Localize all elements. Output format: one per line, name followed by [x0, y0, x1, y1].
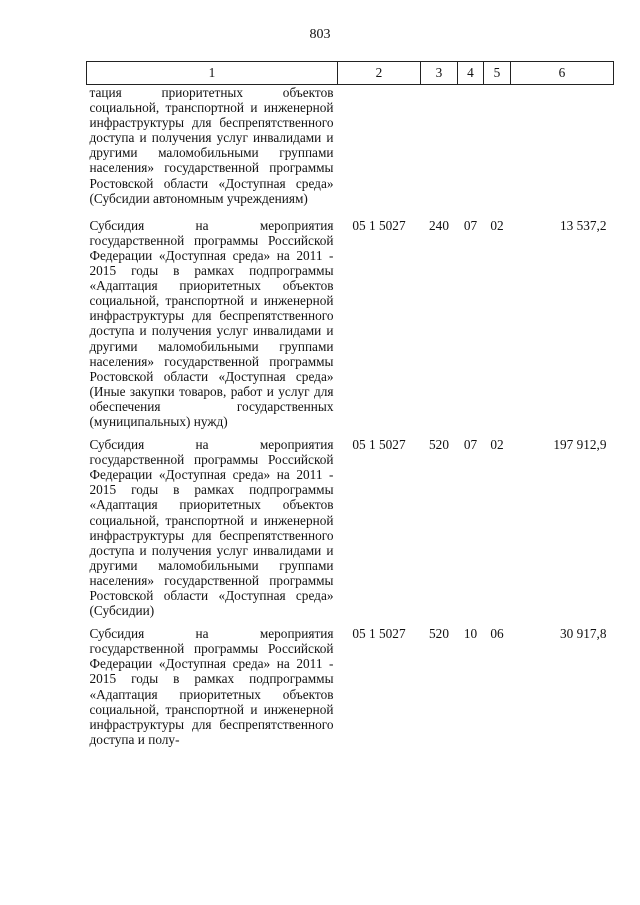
row-csr: 05 1 5027 [352, 626, 406, 642]
header-row [87, 62, 614, 85]
row-name: тация приоритетных объектов социальной, транспортной и инженерной инфраструктуры для беспрепятственного доступа и получения услуг инвалидами и другими маломобильными группами населения» государственной программы Ростовской области «Доступная среда» (Субсидии автономным учреждениям) [89, 85, 334, 206]
header-col-1: 1 [87, 62, 338, 85]
table-row-continuation [87, 85, 614, 218]
row-csr: 05 1 5027 [352, 217, 406, 233]
row-pr: 02 [490, 437, 504, 453]
row-sum [511, 85, 614, 218]
header-col-2: 2 [338, 62, 421, 85]
row-pr [484, 85, 511, 218]
row-sum: 30 917,8 [559, 626, 607, 642]
row-csr [338, 85, 421, 218]
row-csr: 05 1 5027 [352, 437, 406, 453]
row-vr: 520 [429, 626, 449, 642]
header-col-3: 3 [421, 62, 458, 85]
header-col-6: 6 [511, 62, 614, 85]
row-pr: 06 [490, 626, 504, 642]
row-vr: 240 [429, 217, 449, 233]
page-number: 803 [309, 27, 331, 42]
row-pr: 02 [490, 217, 504, 233]
row-name: Субсидия на мероприятия государственной программы Российской Федерации «Доступная среда» на 2011 - 2015 годы в рамках подпрограммы «Адаптация приоритетных объектов социальной, транспортной и инженерной инфраструктуры для беспрепятственного доступа и получения услуг инвалидами и другими маломобильными группами населения» государственной программы Ростовской области «Доступная среда» (Субсидии) [89, 437, 334, 619]
header-col-4: 4 [458, 62, 484, 85]
row-sum: 13 537,2 [559, 217, 607, 233]
row-rz [458, 85, 484, 218]
row-vr: 520 [429, 437, 449, 453]
budget-table [86, 61, 614, 755]
table-row [87, 626, 614, 755]
table-row [87, 218, 614, 437]
table-row [87, 437, 614, 626]
header-col-5: 5 [484, 62, 511, 85]
table-body [87, 85, 614, 755]
row-rz: 07 [463, 437, 478, 453]
row-name: Субсидия на мероприятия государственной программы Российской Федерации «Доступная среда» на 2011 - 2015 годы в рамках подпрограммы «Адаптация приоритетных объектов социальной, транспортной и инженерной инфраструктуры для беспрепятственного доступа и полу- [89, 626, 334, 747]
row-name: Субсидия на мероприятия государственной программы Российской Федерации «Доступная среда» на 2011 - 2015 годы в рамках подпрограммы «Адаптация приоритетных объектов социальной, транспортной и инженерной инфраструктуры для беспрепятственного доступа и получения услуг инвалидами и другими маломобильными группами населения» государственной программы Ростовской области «Доступная среда» (Иные закупки товаров, работ и услуг для обеспечения государственных (муниципальных) нужд) [89, 217, 334, 429]
table-header [87, 62, 614, 85]
row-rz: 10 [463, 626, 478, 642]
row-vr [421, 85, 458, 218]
row-rz: 07 [463, 217, 478, 233]
row-sum: 197 912,9 [553, 437, 607, 453]
